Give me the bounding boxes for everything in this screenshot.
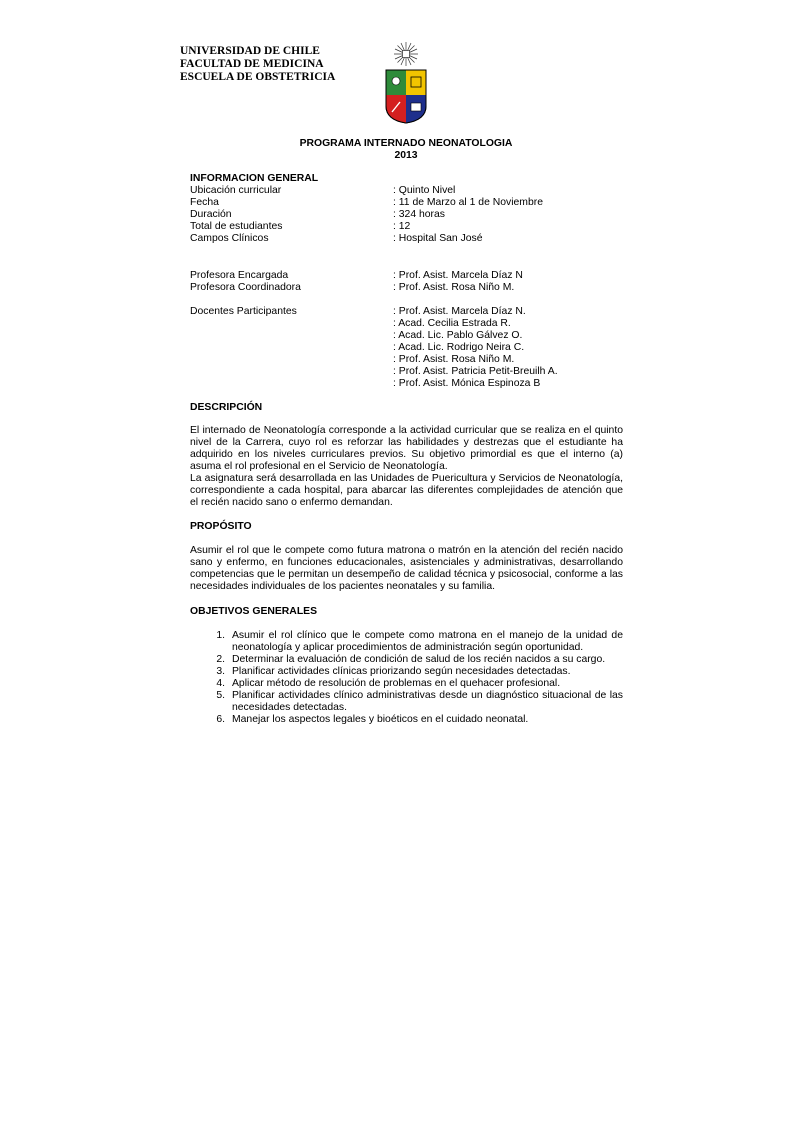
staff-value: : Prof. Asist. Rosa Niño M. (393, 282, 515, 293)
purpose-heading: PROPÓSITO (190, 521, 252, 532)
program-year: 2013 (394, 150, 418, 161)
purpose-paragraph: Asumir el rol que le compete como futura matrona o matrón en la atención del recién nacido sano y enfermo, en funciones educacionales, asistenciales y administrativas, desarrollando competencias que le permitan un desempeño de calidad técnica y psicosocial, conforme a las necesidades individuales de los pacientes neonatales y su familia. (190, 545, 623, 592)
staff-table (190, 270, 523, 294)
staff-row (190, 282, 523, 294)
faculty-row (190, 354, 558, 366)
info-row (190, 233, 543, 245)
university-seal-logo (383, 40, 429, 124)
faculty-row (190, 342, 558, 354)
faculty-member: : Acad. Lic. Rodrigo Neira C. (393, 342, 525, 353)
item-text: Planificar actividades clínico administrativas desde un diagnóstico situacional de las necesidades detectadas. (232, 690, 623, 713)
staff-row (190, 270, 523, 282)
school-name: ESCUELA DE OBSTETRICIA (180, 71, 336, 83)
item-number: 4. (216, 678, 225, 689)
program-title: PROGRAMA INTERNADO NEONATOLOGIA (299, 138, 513, 149)
item-number: 5. (216, 690, 225, 701)
item-number: 1. (216, 630, 225, 641)
purpose-body (190, 545, 623, 593)
info-value: : Quinto Nivel (393, 185, 456, 196)
list-item (190, 714, 623, 726)
info-value: : 324 horas (393, 209, 445, 220)
description-heading: DESCRIPCIÓN (190, 402, 263, 413)
info-label: Campos Clínicos (190, 233, 269, 244)
info-label: Fecha (190, 197, 219, 208)
faculty-name: FACULTAD DE MEDICINA (180, 58, 324, 70)
faculty-row (190, 378, 558, 390)
staff-label: Profesora Coordinadora (190, 282, 301, 293)
faculty-label: Docentes Participantes (190, 306, 297, 317)
info-value: : Hospital San José (393, 233, 483, 244)
info-value: : 12 (393, 221, 411, 232)
objectives-list (190, 630, 623, 726)
general-info-table (190, 185, 543, 245)
faculty-member: : Prof. Asist. Mónica Espinoza B (393, 378, 541, 389)
faculty-row (190, 306, 558, 318)
item-number: 6. (216, 714, 225, 725)
faculty-row (190, 318, 558, 330)
staff-value: : Prof. Asist. Marcela Díaz N (393, 270, 523, 281)
item-number: 3. (216, 666, 225, 677)
item-text: Planificar actividades clínicas priorizando según necesidades detectadas. (232, 666, 571, 677)
faculty-member: : Acad. Lic. Pablo Gálvez O. (393, 330, 523, 341)
university-name: UNIVERSIDAD DE CHILE (180, 45, 320, 57)
objectives-heading: OBJETIVOS GENERALES (190, 606, 318, 617)
list-item (190, 666, 623, 678)
item-text: Manejar los aspectos legales y bioéticos en el cuidado neonatal. (232, 714, 529, 725)
item-text: Determinar la evaluación de condición de salud de los recién nacidos a su cargo. (232, 654, 606, 665)
item-text: Aplicar método de resolución de problemas en el quehacer profesional. (232, 678, 561, 689)
faculty-member: : Prof. Asist. Marcela Díaz N. (393, 306, 526, 317)
description-paragraph: El internado de Neonatología corresponde a la actividad curricular que se realiza en el quinto nivel de la Carrera, cuyo rol es reforzar las habilidades y destrezas que el estudiante ha adquirido en los niveles curriculares previos. Su objetivo primordial es que el interno (a) asuma el rol profesional en el Servicio de Neonatología. (190, 425, 623, 472)
faculty-row (190, 330, 558, 342)
list-item (190, 678, 623, 690)
faculty-member: : Acad. Cecilia Estrada R. (393, 318, 511, 329)
list-item (190, 654, 623, 666)
document-title (190, 138, 622, 162)
staff-label: Profesora Encargada (190, 270, 289, 281)
info-row (190, 185, 543, 197)
faculty-list (190, 306, 558, 390)
info-row (190, 221, 543, 233)
item-text: Asumir el rol clínico que le compete como matrona en el manejo de la unidad de neonatología y aplicar procedimientos de administración según oportunidad. (232, 630, 623, 653)
faculty-member: : Prof. Asist. Rosa Niño M. (393, 354, 515, 365)
list-item (190, 690, 623, 714)
info-value: : 11 de Marzo al 1 de Noviembre (393, 197, 543, 208)
list-item (190, 630, 623, 654)
item-number: 2. (216, 654, 225, 665)
description-body (190, 425, 623, 509)
faculty-row (190, 366, 558, 378)
institution-header (180, 45, 335, 84)
info-label: Ubicación curricular (190, 185, 282, 196)
info-label: Duración (190, 209, 232, 220)
description-paragraph: La asignatura será desarrollada en las Unidades de Puericultura y Servicios de Neonatología, correspondiente a cada hospital, para abarcar las diferentes complejidades de atención que el recién nacido sano o enfermo demandan. (190, 473, 623, 508)
general-info-heading: INFORMACION GENERAL (190, 173, 319, 184)
info-row (190, 209, 543, 221)
faculty-member: : Prof. Asist. Patricia Petit-Breuilh A. (393, 366, 558, 377)
info-row (190, 197, 543, 209)
info-label: Total de estudiantes (190, 221, 283, 232)
